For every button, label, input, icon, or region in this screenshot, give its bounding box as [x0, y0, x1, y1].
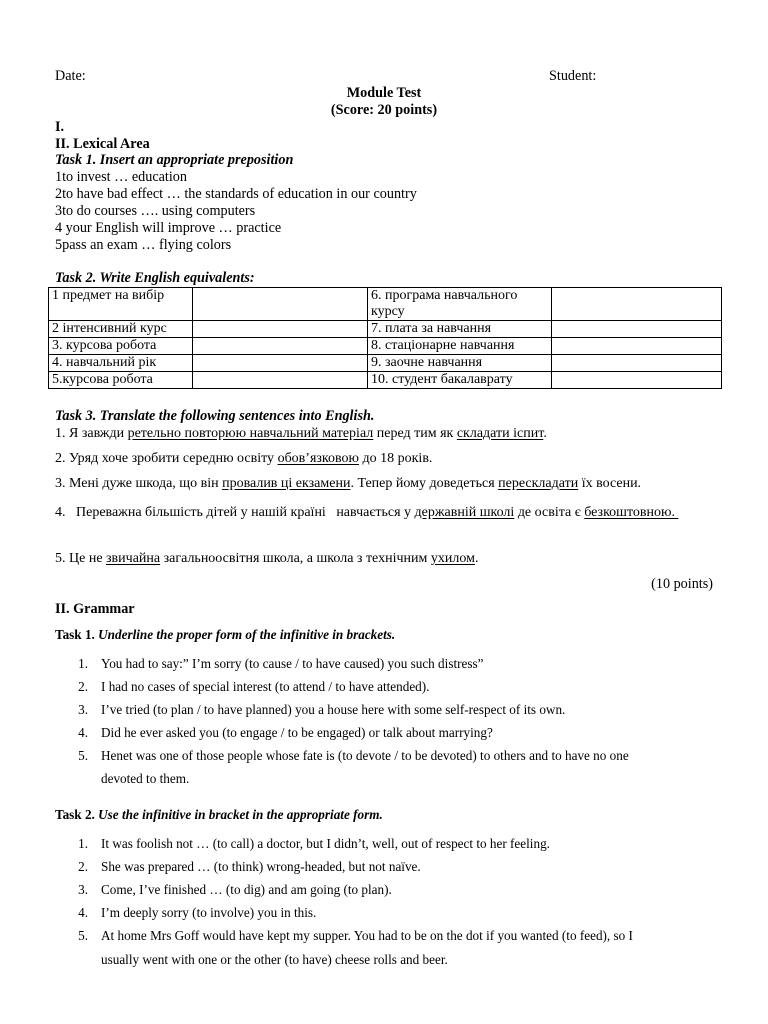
list-item — [55, 186, 417, 203]
sentence-text: де освіта є — [514, 505, 585, 520]
answer-cell[interactable] — [552, 355, 722, 372]
sentence — [55, 550, 713, 567]
item-number: 2 — [55, 186, 63, 202]
item-text: It was foolish not … (to call) a doctor, but I didn’t, well, out of respect to her feeling. — [101, 836, 550, 851]
answer-cell[interactable] — [193, 321, 368, 338]
task-label: Task 2. — [55, 807, 99, 822]
list-item-continuation: devoted to them. — [101, 771, 190, 786]
item-number: 2. — [78, 859, 88, 874]
answer-cell[interactable] — [193, 372, 368, 389]
item-text: your English will improve … practice — [65, 220, 282, 236]
table-cell-term: 10. студент бакалаврату — [368, 372, 552, 389]
table-cell-term: 9. заочне навчання — [368, 355, 552, 372]
item-text: to invest … education — [62, 169, 187, 185]
table-cell-term: 5.курсова робота — [49, 372, 193, 389]
underlined-phrase: безкоштовною. — [584, 505, 679, 520]
item-text: You had to say:” I’m sorry (to cause / to have caused) you such distress” — [101, 656, 484, 671]
table-row — [49, 338, 722, 355]
underlined-phrase: складати іспит — [456, 426, 544, 441]
item-text: pass an exam … flying colors — [62, 237, 232, 253]
underlined-phrase: ретельно повторюю навчальний матеріал — [127, 426, 374, 441]
table-row — [49, 355, 722, 372]
list-item — [55, 203, 255, 220]
grammar-task1-title — [55, 626, 395, 643]
sentence — [55, 450, 713, 467]
item-number: 3. — [78, 702, 88, 717]
section-heading-grammar: II. Grammar — [55, 601, 135, 617]
answer-cell[interactable] — [552, 288, 722, 321]
table-cell-term: 3. курсова робота — [49, 338, 193, 355]
section-heading-lexical: II. Lexical Area — [55, 136, 150, 152]
item-number: 5. — [78, 748, 88, 763]
item-text: Henet was one of those people whose fate is (to devote / to be devoted) to others and to have no one — [101, 748, 629, 763]
score-line: (Score: 20 points) — [330, 102, 438, 118]
table-row — [49, 372, 722, 389]
section-roman: I. — [55, 119, 65, 135]
sentence-text: їх восени. — [578, 476, 642, 491]
underlined-phrase: перескладати — [498, 476, 579, 491]
table-cell-term: 6. програма навчального курсу — [368, 288, 552, 321]
item-number: 4 — [55, 220, 63, 236]
list-item — [55, 169, 187, 186]
item-number: 3. — [78, 882, 88, 897]
sentence — [55, 475, 713, 492]
underlined-phrase: обов’язковою — [277, 451, 359, 466]
item-text: I had no cases of special interest (to attend / to have attended). — [101, 679, 430, 694]
table-cell-term: 1 предмет на вибір — [49, 288, 193, 321]
answer-cell[interactable] — [193, 288, 368, 321]
item-text: Did he ever asked you (to engage / to be engaged) or talk about marrying? — [101, 725, 493, 740]
table-row — [49, 321, 722, 338]
underlined-phrase: звичайна — [106, 551, 161, 566]
sentence-text: 2. Уряд хоче зробити середню освіту — [55, 451, 278, 466]
sentence-text: . — [543, 426, 547, 441]
item-text: I’ve tried (to plan / to have planned) you a house here with some self-respect of its own. — [101, 702, 566, 717]
sentence — [55, 425, 713, 442]
answer-cell[interactable] — [193, 338, 368, 355]
task-instruction: Underline the proper form of the infinitive in brackets. — [98, 627, 396, 642]
sentence-text: 5. Це не — [55, 551, 107, 566]
sentence — [55, 500, 713, 525]
table-row — [49, 288, 722, 321]
item-text: Come, I’ve finished … (to dig) and am going (to plan). — [101, 882, 392, 897]
page-title: Module Test — [346, 85, 422, 101]
answer-cell[interactable] — [552, 338, 722, 355]
list-item — [55, 220, 281, 237]
underlined-phrase: провалив ці екзамени — [222, 476, 351, 491]
answer-cell[interactable] — [552, 321, 722, 338]
table-cell-term: 7. плата за навчання — [368, 321, 552, 338]
student-label: Student: — [549, 68, 597, 84]
task3-title: Task 3. Translate the following sentences into English. — [55, 408, 375, 424]
sentence-text: 3. Мені дуже шкода, що він — [55, 476, 223, 491]
underlined-phrase: державній школі — [414, 505, 515, 520]
item-number: 1 — [55, 169, 63, 185]
item-number: 5 — [55, 237, 63, 253]
underlined-phrase: ухилом — [430, 551, 475, 566]
task2-title: Task 2. Write English equivalents: — [55, 270, 255, 286]
sentence-text: . Тепер йому доведеться — [350, 476, 499, 491]
list-item — [55, 237, 231, 254]
task-label: Task 1. — [55, 627, 99, 642]
table-cell-term: 4. навчальний рік — [49, 355, 193, 372]
table-cell-term: 8. стаціонарне навчання — [368, 338, 552, 355]
answer-cell[interactable] — [193, 355, 368, 372]
sentence-text: перед тим як — [373, 426, 457, 441]
item-text: to do courses …. using computers — [62, 203, 256, 219]
task-instruction: Use the infinitive in bracket in the appropriate form. — [98, 807, 383, 822]
item-number: 3 — [55, 203, 63, 219]
table-cell-term: 2 інтенсивний курс — [49, 321, 193, 338]
item-text: She was prepared … (to think) wrong-headed, but not naïve. — [101, 859, 421, 874]
equivalents-table — [48, 287, 722, 389]
list-item-continuation: usually went with one or the other (to have) cheese rolls and beer. — [101, 952, 448, 967]
sentence-text: до 18 років. — [359, 451, 433, 466]
item-text: At home Mrs Goff would have kept my supper. You had to be on the dot if you wanted (to feed), so I — [101, 928, 633, 943]
sentence-text: 1. Я завжди — [55, 426, 128, 441]
grammar-task2-title — [55, 806, 383, 823]
item-number: 1. — [78, 836, 88, 851]
item-number: 5. — [78, 928, 88, 943]
sentence-text: загальноосвітня школа, а школа з технічним — [160, 551, 431, 566]
sentence-text: . — [474, 551, 479, 566]
item-number: 1. — [78, 656, 88, 671]
sentence-text: 4. Переважна більшість дітей у нашій країні навчається у — [55, 505, 415, 520]
item-number: 4. — [78, 725, 88, 740]
item-number: 4. — [78, 905, 88, 920]
item-text: to have bad effect … the standards of education in our country — [62, 186, 417, 202]
item-number: 2. — [78, 679, 88, 694]
date-label: Date: — [55, 68, 86, 84]
task1-title: Task 1. Insert an appropriate preposition — [55, 152, 294, 168]
answer-cell[interactable] — [552, 372, 722, 389]
points-label: (10 points) — [651, 576, 713, 592]
item-text: I’m deeply sorry (to involve) you in this. — [101, 905, 317, 920]
